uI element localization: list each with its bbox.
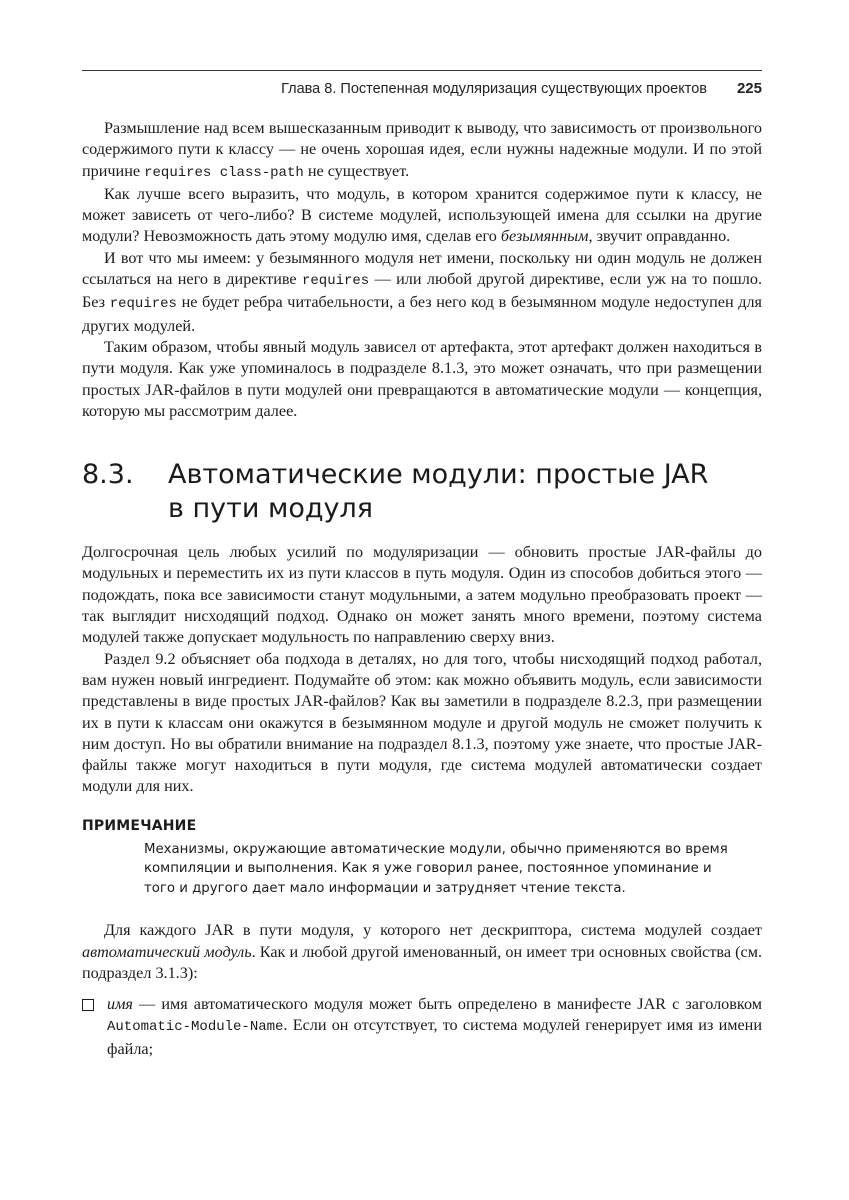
section-heading [82,458,762,526]
running-title: Глава 8. Постепенная модуляризация существующих проектов [281,81,707,97]
list-item-text: имя — имя автоматического модуля может быть определено в манифесте JAR с заголовком Automatic-Module-Name. Если он отсутствует, то система модулей генерирует имя из имени файла; [107,995,762,1058]
paragraph: Для каждого JAR в пути модуля, у которого нет дескриптора, система модулей создает автоматический модуль. Как и любой другой именованный, он имеет три основных свойства (см. подраздел 3.1.3): [82,921,762,982]
emphasis: автоматический модуль [82,942,252,961]
header-rule [82,70,762,71]
paragraph: Таким образом, чтобы явный модуль зависел от артефакта, этот артефакт должен находиться в пути модуля. Как уже упоминалось в подразделе 8.1.3, это может означать, что при размещении простых JAR-файлов в пути модулей они превращаются в автоматические модули — концепция, которую мы рассмотрим далее. [82,337,762,420]
emphasis: имя [107,995,133,1014]
emphasis: безымянным [500,227,589,246]
note-text: Механизмы, окружающие автоматические модули, обычно применяются во время компиляции и выполнения. Как я уже говорил ранее, постоянное упоминание и того и другого дает мало информации и затрудняет чтение текста. [144,841,728,896]
section-number: 8.3. [82,459,134,491]
running-header [82,80,762,97]
inline-code: requires class-path [144,164,304,181]
inline-code: requires [301,273,370,290]
page-number: 225 [736,80,762,97]
section-title: Автоматические модули: простые JAR в пути модуля [168,459,709,525]
checkbox-bullet-icon [82,999,94,1011]
paragraph: Долгосрочная цель любых усилий по модуляризации — обновить простые JAR-файлы до модульных и переместить их из пути классов в путь модуля. Один из способов добиться этого — подождать, пока все зависимости станут модульными, а затем модульно преобразовать проект — так выглядит нисходящий подход. Однако он может занять много времени, поэтому система модулей также допускает модульность по направлению сверху вниз. [82,543,762,647]
inline-code: Automatic-Module-Name [107,1019,284,1036]
paragraph: И вот что мы имеем: у безымянного модуля нет имени, поскольку ни один модуль не должен ссылаться на него в директиве requires — или любой другой директиве, если уж на то пошло. Без requires не будет ребра читабельности, а без него код в безымянном модуле недоступен для других модулей. [82,248,763,335]
paragraph: Как лучше всего выразить, что модуль, в котором хранится содержимое пути к классу, не может зависеть от чего-либо? В системе модулей, использующей имена для ссылки на другие модули? Невозможность дать этому модулю имя, сделав его безымянным, звучит оправданно. [82,184,762,246]
inline-code: requires [109,296,177,313]
note-label: ПРИМЕЧАНИЕ [82,817,197,834]
book-page [82,70,762,1060]
list-item [82,994,762,1060]
paragraph: Размышление над всем вышесказанным приводит к выводу, что зависимость от произвольного содержимого пути к классу — не очень хорошая идея, если нужны надежные модули. И по этой причине requires class-path не существует. [82,119,762,181]
paragraph: Раздел 9.2 объясняет оба подхода в деталях, но для того, чтобы нисходящий подход работал, вам нужен новый ингредиент. Подумайте об этом: как можно объявить модуль, если зависимости представлены в виде простых JAR-файлов? Как вы заметили в подразделе 8.2.3, при размещении их в пути к классам они окажутся в безымянном модуле и другой модуль не сможет получить к ним доступ. Но вы обратили внимание на подраздел 8.1.3, поэтому уже знаете, что простые JAR-файлы также могут находиться в пути модуля, где система модулей автоматически создает модули для них. [82,649,762,796]
